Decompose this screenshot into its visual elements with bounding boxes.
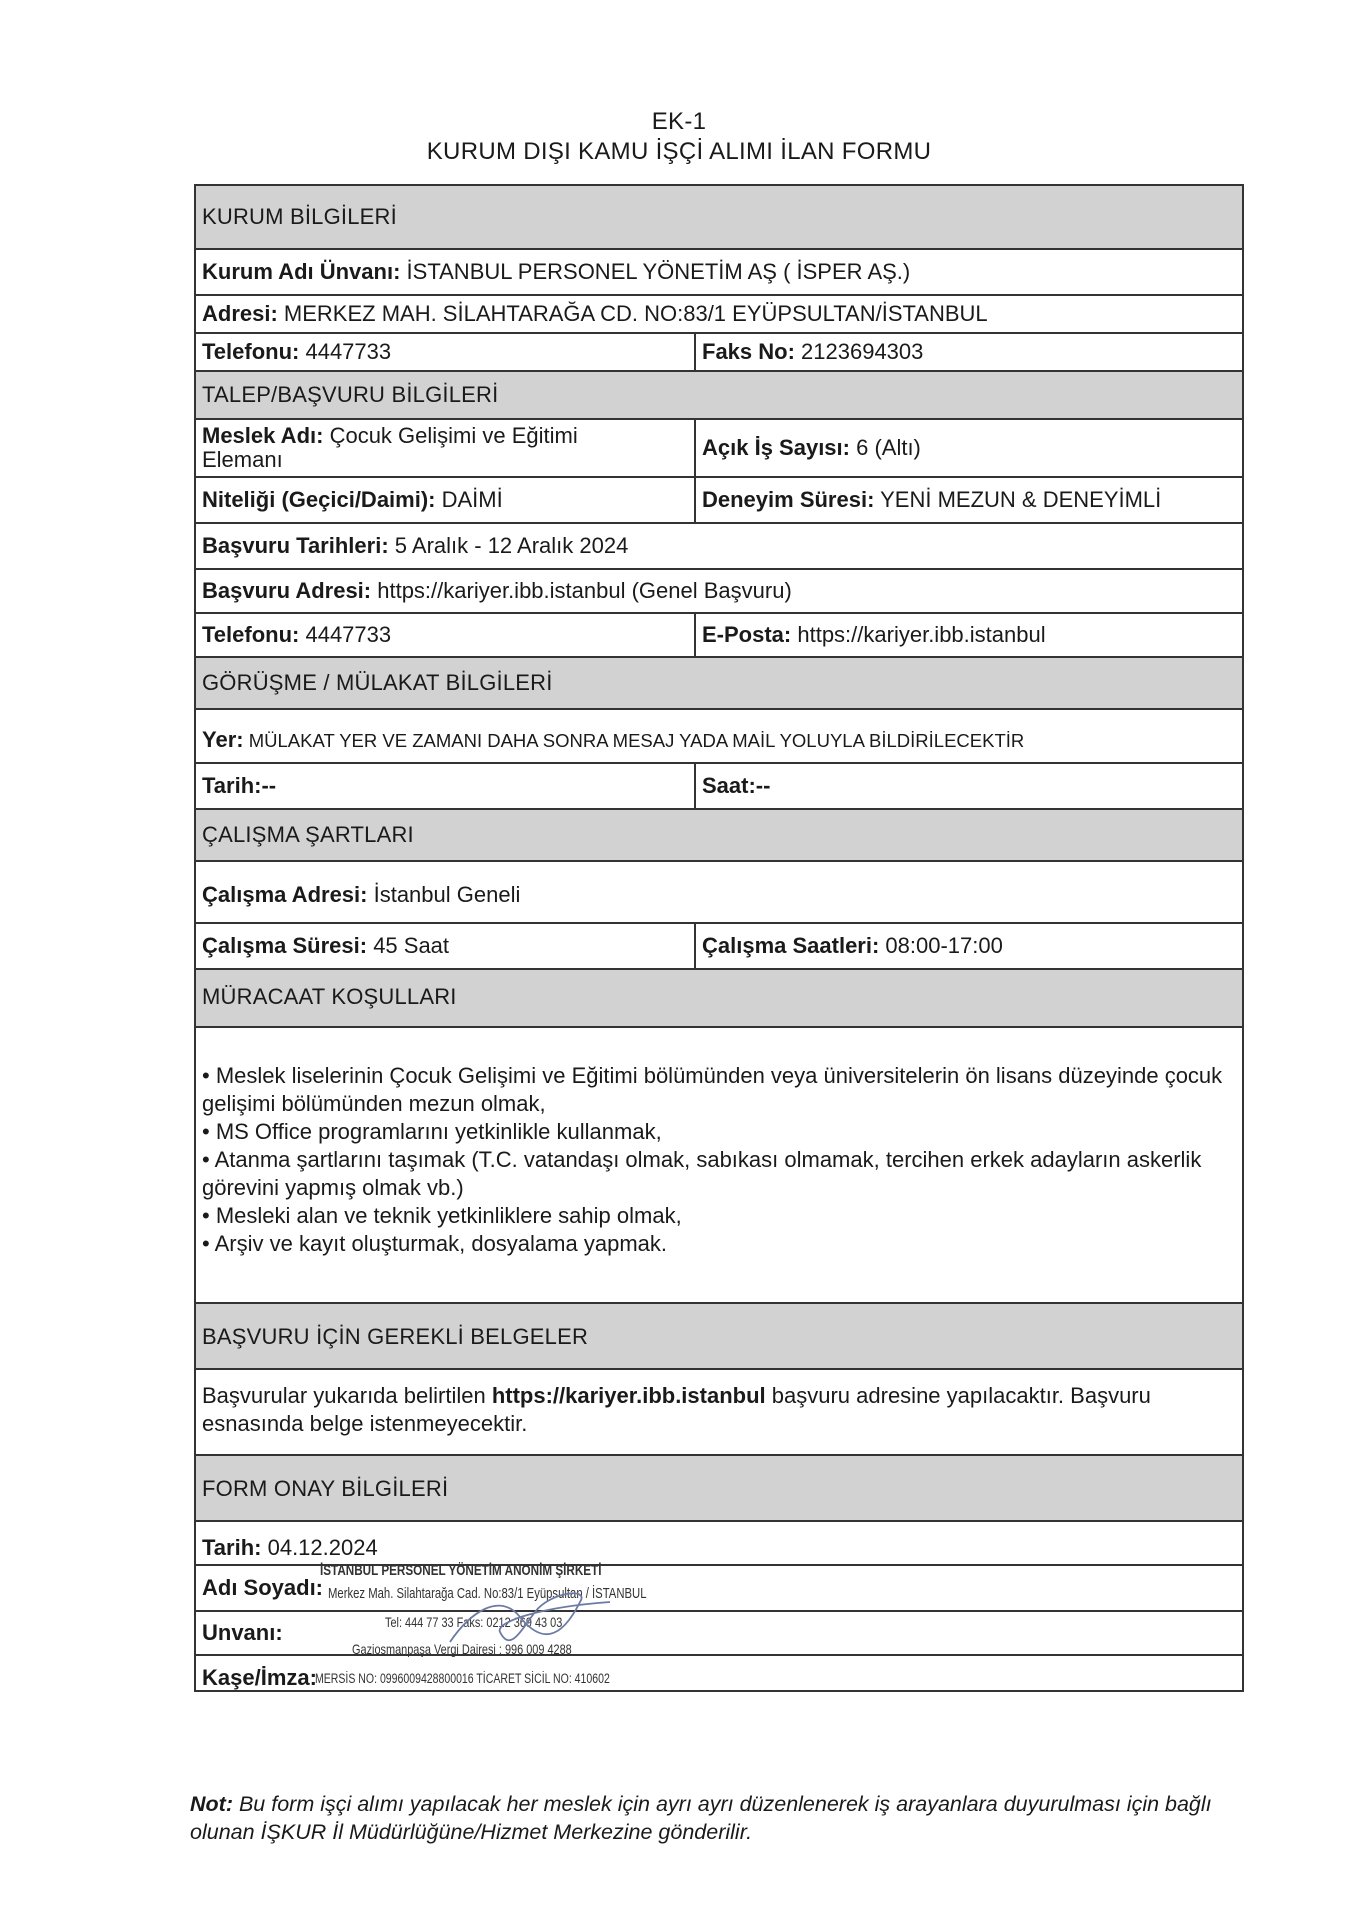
stamp-phone: Tel: 444 77 33 Faks: 0212 369 43 03 — [385, 1614, 563, 1630]
row-institution-name: Kurum Adı Ünvanı: İSTANBUL PERSONEL YÖNETİM AŞ ( İSPER AŞ.) — [196, 248, 1242, 294]
row-phone-fax: Telefonu: 4447733 Faks No: 2123694303 — [196, 332, 1242, 370]
section-kurum — [196, 184, 1242, 248]
conditions-list — [202, 1062, 1234, 1258]
row-job-name: Meslek Adı: Çocuk Gelişimi ve Eğitimi Elemanı Açık İş Sayısı: 6 (Altı) — [196, 418, 1242, 476]
section-title: MÜRACAAT KOŞULLARI — [202, 984, 457, 1009]
section-title: BAŞVURU İÇİN GEREKLİ BELGELER — [202, 1324, 589, 1349]
list-item: • Mesleki alan ve teknik yetkinliklere sahip olmak, — [202, 1203, 682, 1228]
row-nature-experience: Niteliği (Geçici/Daimi): DAİMİ Deneyim Süresi: YENİ MEZUN & DENEYİMLİ — [196, 476, 1242, 522]
section-title: GÖRÜŞME / MÜLAKAT BİLGİLERİ — [202, 670, 553, 695]
email-link[interactable]: https://kariyer.ibb.istanbul — [791, 622, 1046, 647]
section-title: FORM ONAY BİLGİLERİ — [202, 1476, 449, 1501]
section-title: KURUM BİLGİLERİ — [202, 204, 397, 229]
documents-text: Başvurular yukarıda belirtilen https://kariyer.ibb.istanbul başvuru adresine yapılacaktır. Başvuru esnasında belge istenmeyecektir. — [202, 1383, 1151, 1436]
section-muracaat — [196, 968, 1242, 1026]
row-phone-email: Telefonu: 4447733 E-Posta: https://kariyer.ibb.istanbul — [196, 612, 1242, 656]
section-gorusme — [196, 656, 1242, 708]
section-title: ÇALIŞMA ŞARTLARI — [202, 822, 414, 847]
footnote: Not: Bu form işçi alımı yapılacak her meslek için ayrı ayrı düzenlenerek iş arayanlara duyurulması için bağlı olunan İŞKUR İl Müdürlüğüne/Hizmet Merkezine gönderilir. — [190, 1792, 1212, 1844]
section-onay — [196, 1454, 1242, 1520]
stamp-tax: Gaziosmanpaşa Vergi Dairesi : 996 009 4288 — [352, 1641, 572, 1657]
stamp-address: Merkez Mah. Silahtarağa Cad. No:83/1 Eyüpsultan / İSTANBUL — [328, 1586, 647, 1602]
stamp-registry: MERSİS NO: 0996009428800016 TİCARET SİCİL NO: 410602 — [315, 1671, 610, 1686]
row-address: Adresi: MERKEZ MAH. SİLAHTARAĞA CD. NO:83/1 EYÜPSULTAN/İSTANBUL — [196, 294, 1242, 332]
row-application-address: Başvuru Adresi: https://kariyer.ibb.istanbul (Genel Başvuru) — [196, 568, 1242, 612]
row-approval-date: Tarih: 04.12.2024 — [196, 1520, 1242, 1564]
list-item: • MS Office programlarını yetkinlikle kullanmak, — [202, 1119, 662, 1144]
row-application-dates: Başvuru Tarihleri: 5 Aralık - 12 Aralık 2024 — [196, 522, 1242, 568]
row-work-hours: Çalışma Süresi: 45 Saat Çalışma Saatleri: 08:00-17:00 — [196, 922, 1242, 968]
application-link[interactable]: https://kariyer.ibb.istanbul (Genel Başvuru) — [371, 578, 792, 603]
job-posting-form — [194, 184, 1244, 1692]
row-interview-time: Tarih:-- Saat:-- — [196, 762, 1242, 808]
section-belgeler — [196, 1302, 1242, 1368]
annex-label: EK-1 — [651, 108, 707, 135]
section-talep — [196, 370, 1242, 418]
documents-link[interactable]: https://kariyer.ibb.istanbul — [491, 1383, 766, 1408]
row-approver-name: Adı Soyadı: — [196, 1564, 1242, 1610]
section-calisma — [196, 808, 1242, 860]
row-stamp-signature: Kaşe/İmza: — [196, 1654, 1242, 1692]
row-approver-title: Unvanı: — [196, 1610, 1242, 1654]
list-item: • Arşiv ve kayıt oluşturmak, dosyalama yapmak. — [202, 1231, 667, 1256]
form-title: KURUM DIŞI KAMU İŞÇİ ALIMI İLAN FORMU — [426, 138, 932, 165]
stamp-company: İSTANBUL PERSONEL YÖNETİM ANONİM ŞİRKETİ — [320, 1562, 602, 1579]
row-documents — [196, 1368, 1242, 1454]
row-work-address: Çalışma Adresi: İstanbul Geneli — [196, 860, 1242, 922]
row-conditions — [196, 1026, 1242, 1302]
row-interview-place: Yer: MÜLAKAT YER VE ZAMANI DAHA SONRA MESAJ YADA MAİL YOLUYLA BİLDİRİLECEKTİR — [196, 708, 1242, 762]
signature — [440, 1572, 620, 1662]
section-title: TALEP/BAŞVURU BİLGİLERİ — [202, 382, 499, 407]
list-item: • Meslek liselerinin Çocuk Gelişimi ve Eğitimi bölümünden veya üniversitelerin ön lisans düzeyinde çocuk gelişimi bölümünden mezun olmak, — [202, 1063, 1223, 1116]
list-item: • Atanma şartlarını taşımak (T.C. vatandaşı olmak, sabıkası olmamak, tercihen erkek adayların askerlik görevini yapmış olmak vb.) — [202, 1147, 1202, 1200]
